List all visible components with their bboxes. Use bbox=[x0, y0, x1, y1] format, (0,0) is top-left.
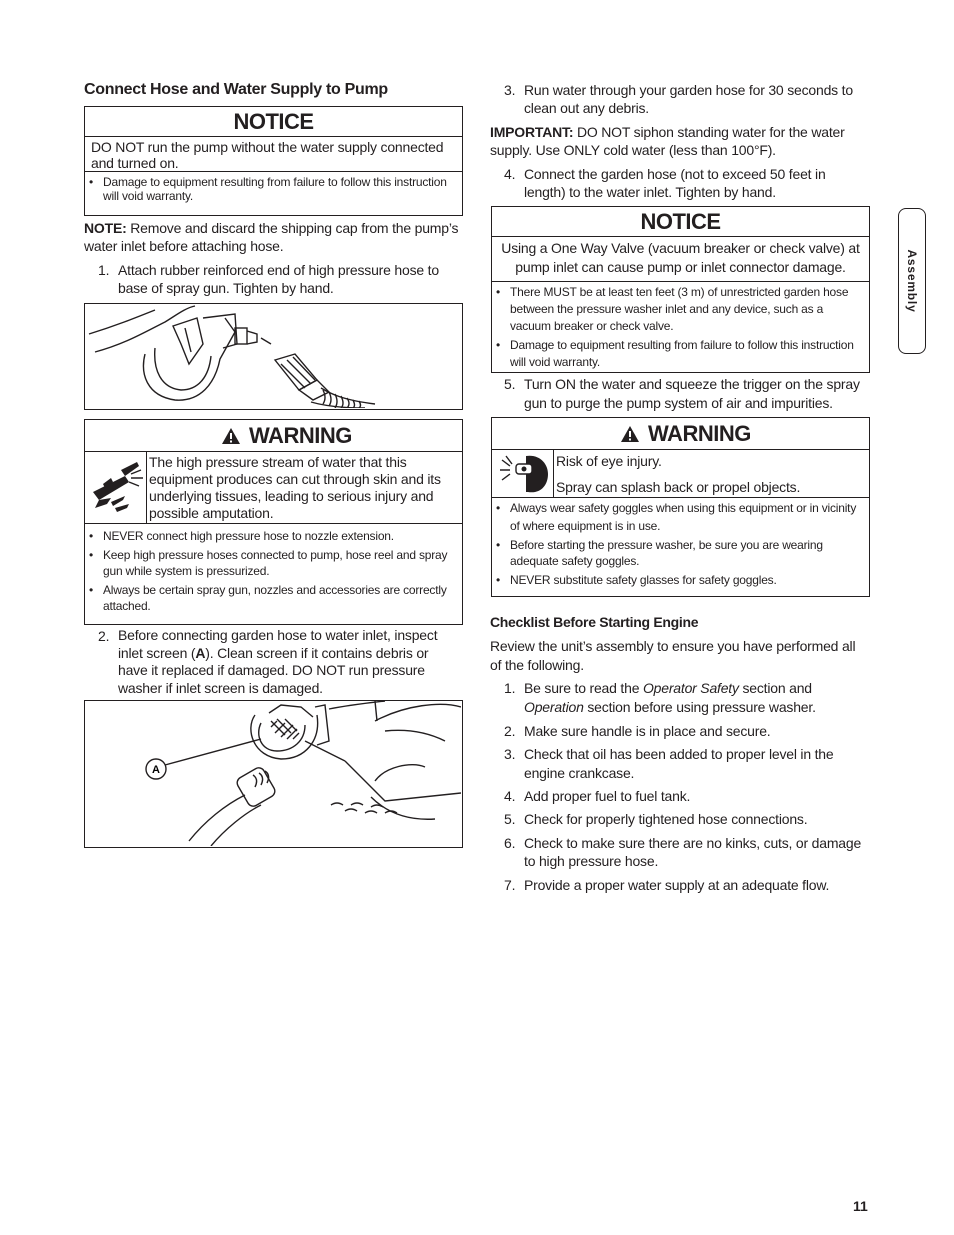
notice-box-pump bbox=[84, 106, 463, 216]
callout-a-label: A bbox=[152, 764, 160, 776]
checklist-item-4: 4. Add proper fuel to fuel tank. bbox=[504, 788, 691, 804]
notice-bullet: • Damage to equipment resulting from failure to follow this instruction will void warranty. bbox=[85, 175, 456, 203]
checklist-item-6: 6. Check to make sure there are no kinks, cuts, or damage to high pressure hose. bbox=[504, 835, 862, 869]
checklist-item-1: 1. Be sure to read the Operator Safety section and Operation section before using pressure washer. bbox=[504, 680, 816, 715]
warning-bullet: • Always be certain spray gun, nozzles and accessories are correctly attached. bbox=[85, 582, 456, 614]
important-paragraph: IMPORTANT: DO NOT siphon standing water for the water supply. Use ONLY cold water (less than 100°F). bbox=[490, 124, 845, 158]
note-paragraph: NOTE: Remove and discard the shipping cap from the pump’s water inlet before attaching hose. bbox=[84, 220, 459, 254]
step-5: 5. Turn ON the water and squeeze the trigger on the spray gun to purge the pump system of air and impurities. bbox=[504, 376, 860, 411]
checklist-intro: Review the unit’s assembly to ensure you have performed all of the following. bbox=[490, 638, 856, 673]
checklist-item-2: 2. Make sure handle is in place and secure. bbox=[504, 723, 771, 739]
checklist-title: Checklist Before Starting Engine bbox=[490, 614, 699, 630]
warning-bullet: • NEVER connect high pressure hose to nozzle extension. bbox=[85, 528, 456, 544]
notice-text: Using a One Way Valve (vacuum breaker or check valve) at pump inlet can cause pump or inlet connector damage. bbox=[501, 240, 860, 275]
checklist-item-7: 7. Provide a proper water supply at an adequate flow. bbox=[504, 877, 830, 893]
checklist-item-3: 3. Check that oil has been added to proper level in the engine crankcase. bbox=[504, 746, 834, 781]
notice-box-valve bbox=[491, 206, 870, 373]
inlet-screen-illustration bbox=[85, 701, 461, 846]
safety-goggles-icon bbox=[492, 450, 554, 497]
notice-header: NOTICE bbox=[492, 207, 869, 237]
warning-box-high-pressure bbox=[84, 419, 463, 625]
warning-text: The high pressure stream of water that this equipment produces can cut through skin and its underlying tissues, leading to serious injury and possible amputation. bbox=[149, 454, 441, 521]
spray-gun-illustration bbox=[85, 304, 461, 408]
warning-header: WARNING bbox=[85, 420, 462, 452]
step-2: 2. Before connecting garden hose to water inlet, inspect inlet screen (A). Clean screen if it contains debris or have it replaced if damaged. DO NOT run pressure washer if inlet screen is damaged. bbox=[98, 627, 438, 696]
warning-bullet: • Before starting the pressure washer, be sure you are wearing adequate safety goggles. bbox=[492, 537, 863, 569]
warning-header: WARNING bbox=[492, 418, 869, 450]
notice-text: DO NOT run the pump without the water supply connected and turned on. bbox=[91, 139, 444, 171]
notice-bullet: • There MUST be at least ten feet (3 m) of unrestricted garden hose between the pressure washer inlet and any device, such as a vacuum breaker or check valve. bbox=[492, 284, 863, 335]
section-title: Connect Hose and Water Supply to Pump bbox=[84, 81, 388, 98]
eye-risk-text: Risk of eye injury. bbox=[556, 453, 662, 469]
figure-spray-gun-hose bbox=[84, 303, 463, 410]
step-1: 1. Attach rubber reinforced end of high pressure hose to base of spray gun. Tighten by hand. bbox=[98, 262, 439, 296]
side-tab-label: Assembly bbox=[905, 249, 919, 313]
warning-box-eye bbox=[491, 417, 870, 597]
hand-injury-icon bbox=[85, 452, 147, 523]
warning-bullet: • Always wear safety goggles when using this equipment or in vicinity of where equipment is in use. bbox=[492, 499, 863, 535]
step-4: 4. Connect the garden hose (not to exceed 50 feet in length) to the water inlet. Tighten by hand. bbox=[504, 166, 826, 200]
warning-bullet: • NEVER substitute safety glasses for safety goggles. bbox=[492, 571, 863, 589]
checklist-item-5: 5. Check for properly tightened hose connections. bbox=[504, 811, 808, 827]
warning-triangle-icon bbox=[620, 425, 640, 443]
figure-inlet-screen bbox=[84, 700, 463, 848]
warning-triangle-icon bbox=[221, 427, 241, 445]
splash-text: Spray can splash back or propel objects. bbox=[556, 479, 801, 495]
notice-bullet: • Damage to equipment resulting from failure to follow this instruction will void warranty. bbox=[492, 337, 863, 371]
step-3: 3. Run water through your garden hose for 30 seconds to clean out any debris. bbox=[504, 82, 853, 116]
notice-header: NOTICE bbox=[85, 107, 462, 137]
warning-bullet: • Keep high pressure hoses connected to pump, hose reel and spray gun while system is pressurized. bbox=[85, 547, 456, 579]
page-number: 11 bbox=[853, 1198, 868, 1214]
section-side-tab bbox=[898, 208, 926, 354]
